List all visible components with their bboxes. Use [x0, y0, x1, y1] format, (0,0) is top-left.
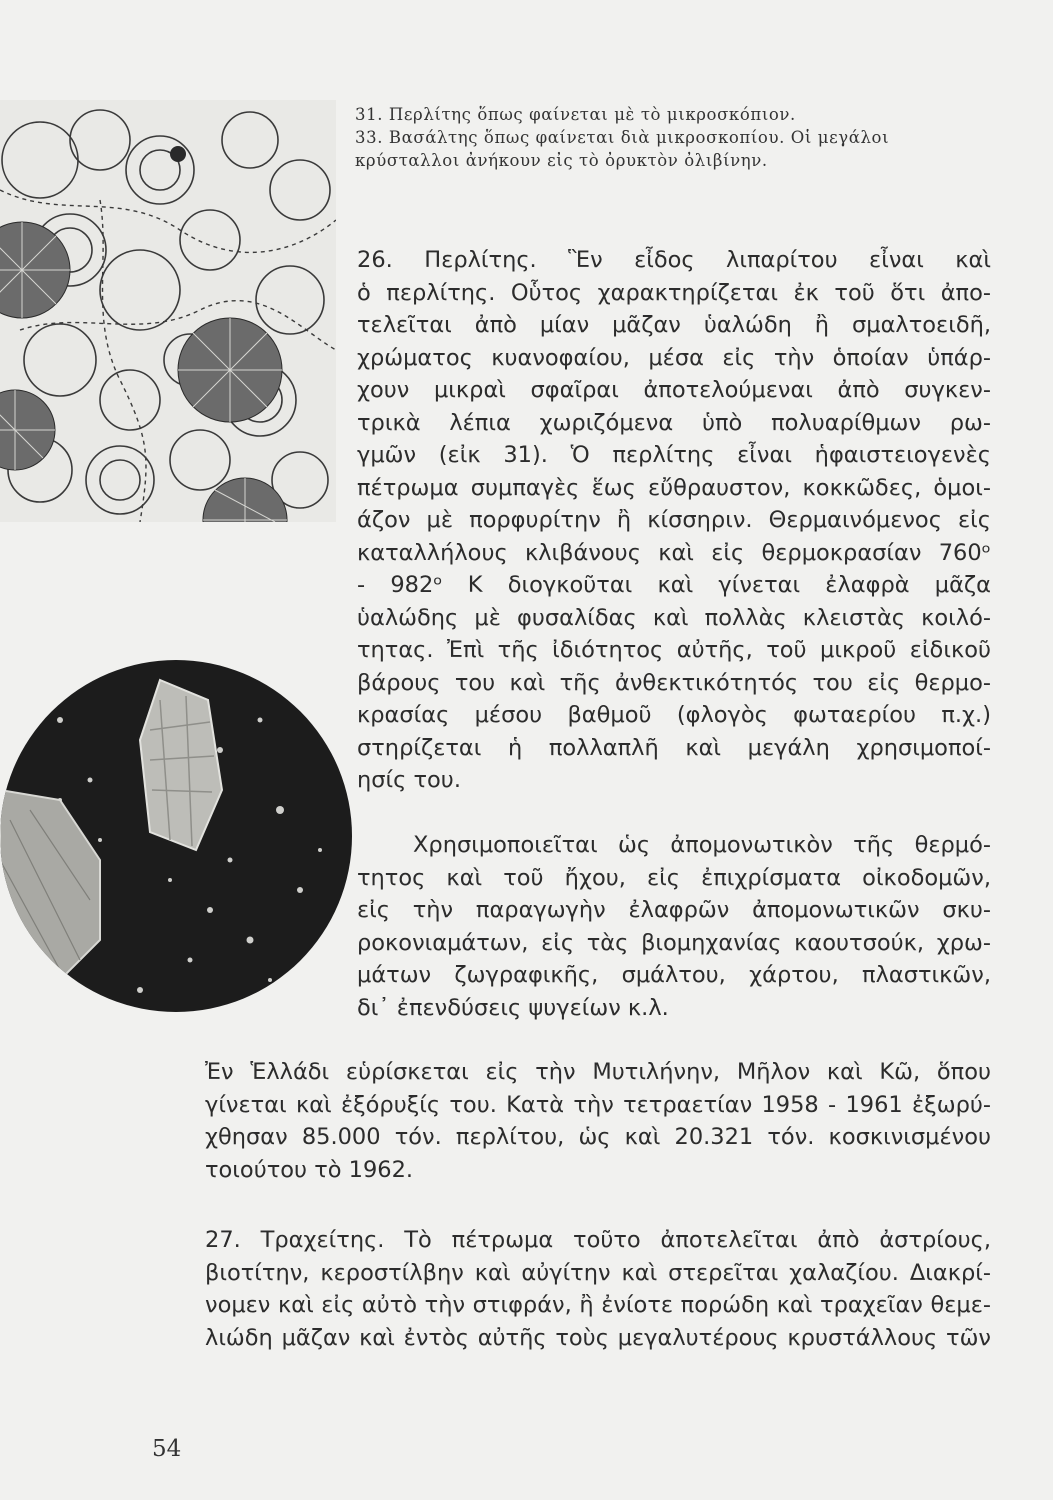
text-line: πέτρωμα συμπαγὲς ἕως εὔθραυστον, κοκκῶδες, ὁμοι-	[357, 474, 991, 501]
text-line: τητος καὶ τοῦ ἤχου, εἰς ἐπιχρίσματα οἰκοδομῶν,	[357, 864, 991, 891]
text-line: ὁ περλίτης. Οὗτος χαρακτηρίζεται ἐκ τοῦ ὅτι ἀπο-	[357, 279, 991, 306]
text-line: νομεν καὶ εἰς αὐτὸ τὴν στιφράν, ἢ ἐνίοτε πορώδη καὶ τραχεῖαν θεμε-	[205, 1292, 991, 1318]
text-line: δι᾿ ἐπενδύσεις ψυγείων κ.λ.	[357, 994, 669, 1021]
page-number: 54	[152, 1436, 182, 1462]
caption-figure-33-line-2: κρύσταλλοι ἀνήκουν εἰς τὸ ὀρυκτὸν ὀλιβίνην.	[355, 151, 768, 170]
text-line: γίνεται καὶ ἐξόρυξίς του. Κατὰ τὴν τετραετίαν 1958 - 1961 ἐξωρύ-	[205, 1091, 991, 1118]
section-26-perlite-text	[357, 244, 991, 797]
text-line: τοιούτου τὸ 1962.	[205, 1156, 414, 1183]
text-line: 26. Περλίτης. Ἓν εἶδος λιπαρίτου εἶναι καὶ	[357, 247, 991, 273]
text-line: στηρίζεται ἡ πολλαπλῆ καὶ μεγάλη χρησιμοποί-	[357, 734, 991, 761]
text-line: τελεῖται ἀπὸ μίαν μᾶζαν ὑαλώδη ἢ σμαλτοειδῆ,	[357, 312, 991, 338]
text-line: λιώδη μᾶζαν καὶ ἐντὸς αὐτῆς τοὺς μεγαλυτέρους κρυστάλλους τῶν	[205, 1324, 991, 1351]
text-line: κρασίας μέσου βαθμοῦ (φλογὸς φωταερίου π.χ.)	[357, 702, 991, 728]
figure-captions	[355, 103, 985, 172]
caption-figure-33-line-1: 33. Βασάλτης ὅπως φαίνεται διὰ μικροσκοπίου. Οἱ μεγάλοι	[355, 128, 890, 147]
text-line: χθησαν 85.000 τόν. περλίτου, ὡς καὶ 20.321 τόν. κοσκινισμένου	[205, 1124, 991, 1150]
text-line: τητας. Ἐπὶ τῆς ἰδιότητος αὐτῆς, τοῦ μικροῦ εἰδικοῦ	[357, 637, 991, 663]
text-line: τρικὰ λέπια χωριζόμενα ὑπὸ πολυαρίθμων ρω-	[357, 409, 991, 436]
text-line: Ἐν Ἑλλάδι εὑρίσκεται εἰς τὴν Μυτιλήνην, Μῆλον καὶ Κῶ, ὅπου	[205, 1059, 991, 1085]
text-line: - 982ᵒ Κ διογκοῦται καὶ γίνεται ἐλαφρὰ μᾶζα	[357, 572, 991, 598]
text-line: γμῶν (εἰκ 31). Ὁ περλίτης εἶναι ἡφαιστειογενὲς	[357, 442, 991, 468]
text-line: χουν μικραὶ σφαῖραι ἀποτελούμεναι ἀπὸ συγκεν-	[357, 377, 991, 403]
text-line: βιοτίτην, κεροστίλβην καὶ αὐγίτην καὶ στερεῖται χαλαζίου. Διακρί-	[205, 1259, 991, 1286]
text-line: καταλλήλους κλιβάνους καὶ εἰς θερμοκρασίαν 760ᵒ	[357, 539, 991, 566]
text-line: βάρους του καὶ τῆς ἀνθεκτικότητός του εἰς θερμο-	[357, 669, 991, 696]
figure-33-basalt-micrograph	[0, 660, 352, 1012]
text-line: Χρησιμοποιεῖται ὡς ἀπομονωτικὸν τῆς θερμό-	[413, 832, 991, 858]
section-26-greece-text	[205, 1056, 991, 1186]
text-line: χρώματος κυανοφαίου, μέσα εἰς τὴν ὁποίαν ὑπάρ-	[357, 344, 991, 371]
text-line: ησίς του.	[357, 767, 461, 793]
section-27-trachyte-text	[205, 1224, 991, 1354]
section-26-uses-text	[357, 829, 991, 1024]
text-line: ὑαλώδης μὲ φυσαλίδας καὶ πολλὰς κλειστὰς κοιλό-	[357, 604, 991, 631]
text-line: εἰς τὴν παραγωγὴν ἐλαφρῶν ἀπομονωτικῶν σκυ-	[357, 897, 991, 923]
text-line: 27. Τραχείτης. Τὸ πέτρωμα τοῦτο ἀποτελεῖται ἀπὸ ἀστρίους,	[205, 1227, 991, 1253]
figure-31-perlite-drawing	[0, 100, 336, 522]
caption-figure-31: 31. Περλίτης ὅπως φαίνεται μὲ τὸ μικροσκόπιον.	[355, 105, 796, 124]
text-line: ροκονιαμάτων, εἰς τὰς βιομηχανίας καουτσούκ, χρω-	[357, 929, 991, 956]
text-line: άζον μὲ πορφυρίτην ἢ κίσσηριν. Θερμαινόμενος εἰς	[357, 507, 991, 533]
text-line: μάτων ζωγραφικῆς, σμάλτου, χάρτου, πλαστικῶν,	[357, 962, 991, 988]
